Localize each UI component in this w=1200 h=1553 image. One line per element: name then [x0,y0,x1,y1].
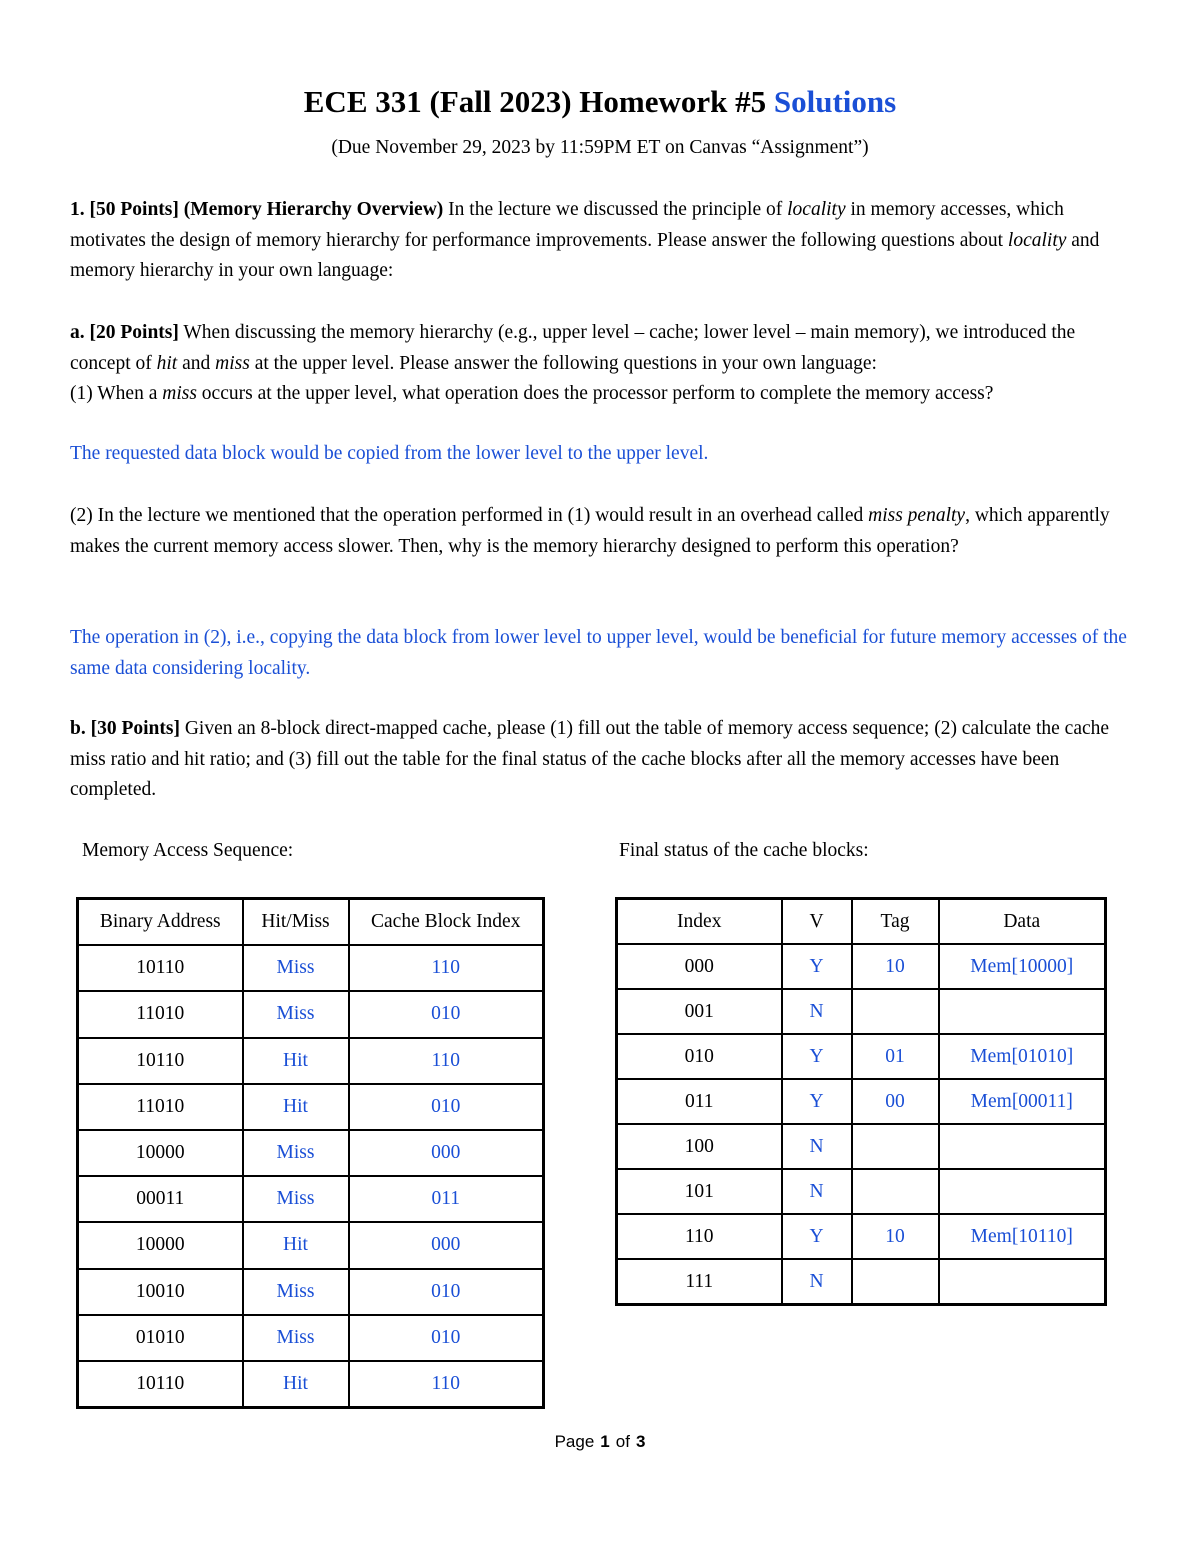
q1-points: [50 Points] [89,199,179,220]
q1-number: 1. [70,199,85,220]
final-table-cell: Y [782,944,852,989]
footer-page-number: 1 [600,1432,610,1451]
qa-label: a. [20 Points] [70,322,179,343]
access-table-row [78,1038,544,1084]
access-table-cell: 010 [349,1269,544,1315]
access-table-cell: 110 [349,945,544,991]
access-table-row [78,1084,544,1130]
final-table-cell: 011 [617,1079,782,1124]
access-table-cell: 110 [349,1361,544,1408]
access-table-cell: 000 [349,1222,544,1268]
access-table-cell: Hit [243,1361,349,1408]
q1-locality: locality [787,199,846,220]
access-table-row [78,1222,544,1268]
final-table-cell: 100 [617,1124,782,1169]
access-table-cell: 10010 [78,1269,243,1315]
final-table-cell [852,989,939,1034]
final-table-cell: Y [782,1079,852,1124]
access-table-cell: 110 [349,1038,544,1084]
access-table-cell: Hit [243,1038,349,1084]
final-table-row [617,944,1106,989]
access-table-header-cell: Binary Address [78,899,243,946]
final-table-cell: 001 [617,989,782,1034]
access-table-row [78,991,544,1037]
qa-text-2: at the upper level. Please answer the following questions in your own language: [249,352,877,374]
qa-sub1-text-1: (1) When a [70,383,163,404]
final-table-cell [939,989,1106,1034]
access-table-cell: 11010 [78,991,243,1037]
final-table-row [617,989,1106,1034]
access-table-cell: Hit [243,1222,349,1268]
final-table-cell: N [782,1259,852,1305]
q1-text-3: and memory hierarchy in your own language: [70,229,1100,281]
question-1b [70,714,1132,806]
final-table-cell: Mem[01010] [939,1034,1106,1079]
access-table-cell: Miss [243,1315,349,1361]
question-1a-2 [70,501,1132,562]
final-table-cell: Y [782,1034,852,1079]
access-table-row [78,1315,544,1361]
final-table-row [617,1079,1106,1124]
q1-locality-2: locality [1007,229,1067,251]
cache-status-table [615,897,1107,1306]
access-table-row [78,1269,544,1315]
access-table-cell: 01010 [78,1315,243,1361]
final-table-header-cell: Tag [852,899,939,945]
page-footer [0,1432,1200,1452]
access-table-cell: 10000 [78,1130,243,1176]
access-table-header-row [78,899,544,946]
access-table-cell: Miss [243,1130,349,1176]
qb-text: Given an 8-block direct-mapped cache, please (1) fill out the table of memory access sequence; (2) calculate the cache miss ratio and hit ratio; and (3) fill out the table for the final status of the cache blocks after all the memory accesses have been completed. [70,718,1110,800]
final-table-cell: N [782,1124,852,1169]
final-table-cell: N [782,989,852,1034]
final-table-cell: Mem[10000] [939,944,1106,989]
access-table-cell: 10110 [78,1361,243,1408]
access-table-row [78,1176,544,1222]
qb-label: b. [30 Points] [70,718,180,739]
final-table-header-cell: Index [617,899,782,945]
qa-sub2-text-2: , which apparently makes the current memory access slower. Then, why is the memory hierarchy designed to perform this operation? [70,505,1110,557]
final-table-header-row [617,899,1106,945]
access-table-row [78,1361,544,1408]
final-table-cell [939,1169,1106,1214]
final-table-cell: Y [782,1214,852,1259]
final-table-row [617,1259,1106,1305]
final-table-row [617,1124,1106,1169]
final-table-row [617,1214,1106,1259]
final-table-header-cell: Data [939,899,1106,945]
access-table-cell: 10000 [78,1222,243,1268]
final-table-cell [939,1259,1106,1305]
title-solutions: Solutions [773,84,897,119]
footer-page-total: 3 [635,1432,646,1451]
access-table-cell: 00011 [78,1176,243,1222]
final-table-cell: Mem[10110] [939,1214,1106,1259]
final-table-cell [939,1124,1106,1169]
final-table-cell: 010 [617,1034,782,1079]
final-table-row [617,1169,1106,1214]
final-table-cell: 10 [852,1214,939,1259]
question-1a [70,318,1132,410]
final-table-cell: 110 [617,1214,782,1259]
access-table-row [78,945,544,991]
final-table-cell [852,1169,939,1214]
final-table-cell: Mem[00011] [939,1079,1106,1124]
q1-text-1: In the lecture we discussed the principle of [443,199,788,220]
qa-miss: miss [215,352,250,374]
access-table-cell: 011 [349,1176,544,1222]
access-table-caption: Memory Access Sequence: [82,840,294,861]
access-table-cell: Miss [243,1176,349,1222]
access-table-header-cell: Hit/Miss [243,899,349,946]
access-table-cell: Miss [243,991,349,1037]
access-table-cell: Miss [243,1269,349,1315]
final-table-cell: 000 [617,944,782,989]
final-table-cell [852,1124,939,1169]
access-table-row [78,1130,544,1176]
title-text: ECE 331 (Fall 2023) Homework #5 [303,84,767,119]
access-table-cell: 10110 [78,945,243,991]
access-table-cell: 010 [349,991,544,1037]
final-table-cell [852,1259,939,1305]
qa-hit: hit [156,352,178,374]
access-table-cell: 000 [349,1130,544,1176]
final-table-cell: 111 [617,1259,782,1305]
final-table-cell: N [782,1169,852,1214]
final-table-cell: 101 [617,1169,782,1214]
final-table-caption: Final status of the cache blocks: [619,840,869,861]
access-table-cell: 010 [349,1084,544,1130]
footer-page-label: Page [554,1432,595,1451]
page-title [0,84,1200,120]
qa-miss-penalty: miss penalty [868,505,966,526]
access-table-cell: Miss [243,945,349,991]
qa-and: and [177,352,216,374]
q1-text-2: in memory accesses, which motivates the design of memory hierarchy for performance improvements. Please answer the following questions about [70,199,1064,251]
access-table-header-cell: Cache Block Index [349,899,544,946]
question-1 [70,195,1132,287]
qa-text-1: When discussing the memory hierarchy (e.g., upper level – cache; lower level – main memory), we introduced the concept of [70,322,1076,374]
footer-of: of [615,1432,630,1451]
qa-sub2-text-1: (2) In the lecture we mentioned that the operation performed in (1) would result in an overhead called [70,505,869,526]
final-table-row [617,1034,1106,1079]
access-table-cell: 11010 [78,1084,243,1130]
memory-access-table [76,897,545,1409]
answer-1: The requested data block would be copied from the lower level to the upper level. [70,443,709,464]
answer-2: The operation in (2), i.e., copying the data block from lower level to upper level, would be beneficial for future memory accesses of the same data considering locality. [70,627,1127,679]
final-table-cell: 00 [852,1079,939,1124]
final-table-cell: 01 [852,1034,939,1079]
access-table-cell: 010 [349,1315,544,1361]
qa-sub1-miss: miss [162,383,197,404]
qa-sub1-text-2: occurs at the upper level, what operation does the processor perform to complete the memory access? [196,383,994,404]
access-table-cell: Hit [243,1084,349,1130]
final-table-header-cell: V [782,899,852,945]
final-table-cell: 10 [852,944,939,989]
access-table-cell: 10110 [78,1038,243,1084]
due-date: (Due November 29, 2023 by 11:59PM ET on Canvas “Assignment”) [331,137,869,158]
q1-heading: (Memory Hierarchy Overview) [183,199,444,220]
